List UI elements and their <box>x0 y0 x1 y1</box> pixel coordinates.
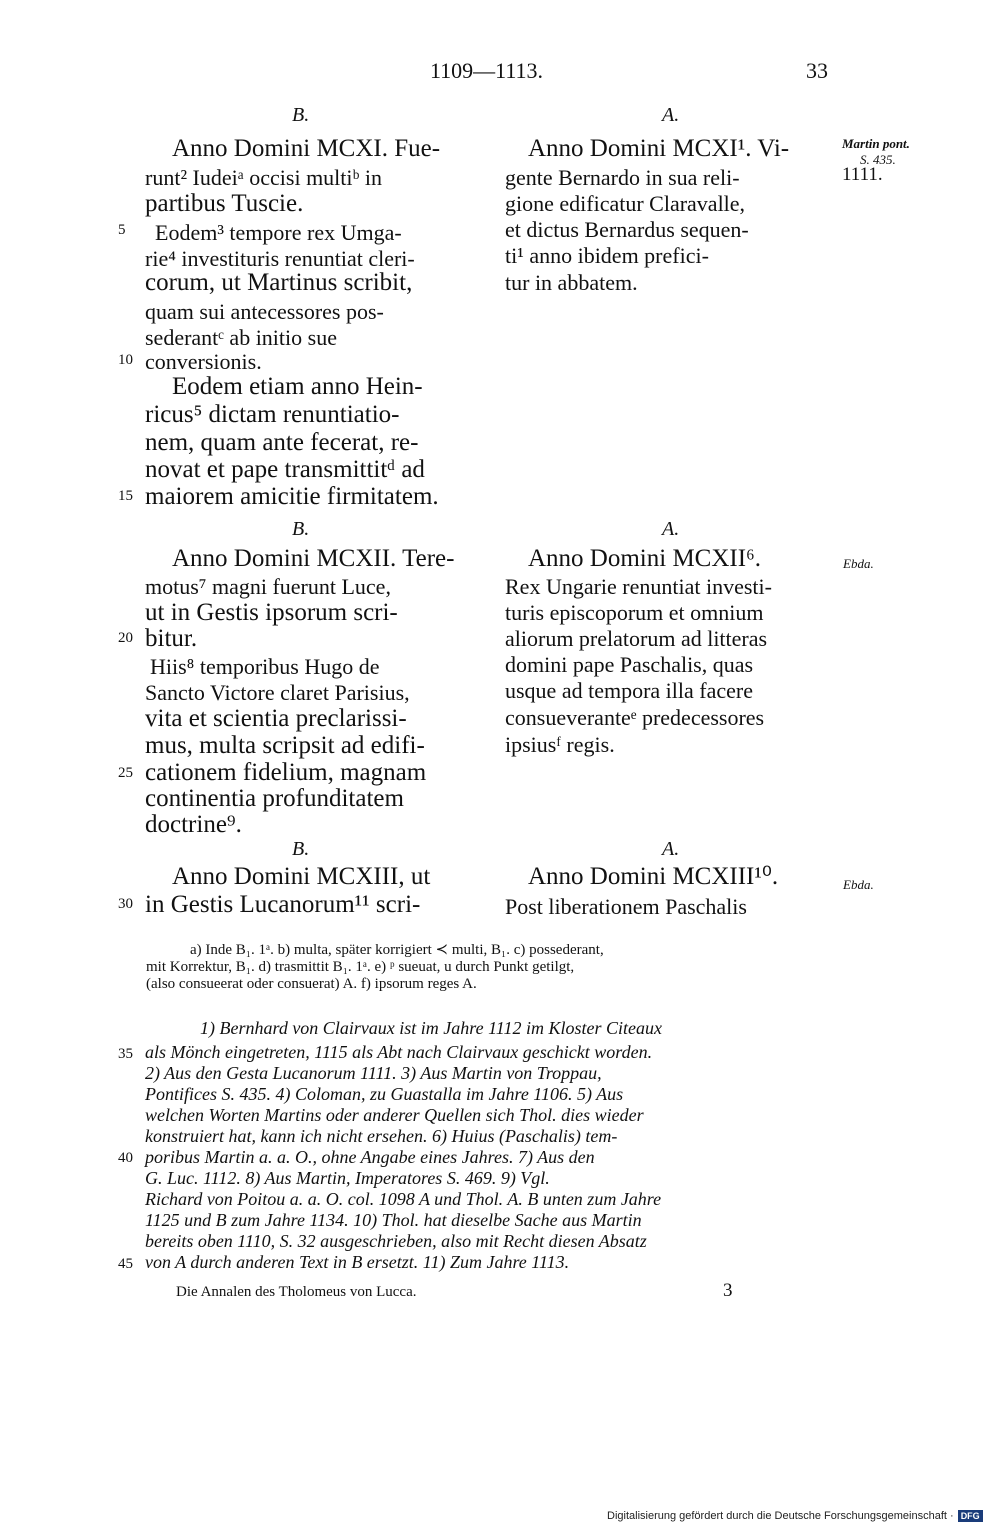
footnote-line: 2) Aus den Gesta Lucanorum 1111. 3) Aus Martin von Troppau, <box>145 1063 602 1083</box>
text-line: gione edificatur Claravalle, <box>505 191 746 216</box>
text-line: motus⁷ magni fuerunt Luce, <box>145 574 391 599</box>
footnote-line: poribus Martin a. a. O., ohne Angabe eines Jahres. 7) Aus den <box>145 1147 595 1167</box>
line-number: 45 <box>118 1256 133 1272</box>
text-line: ti¹ anno ibidem prefici- <box>505 243 709 268</box>
column-b-label: B. <box>292 838 310 860</box>
text-line: gente Bernardo in sua reli- <box>505 165 740 190</box>
text-line: Sancto Victore claret Parisius, <box>145 680 410 705</box>
text-line: ut in Gestis ipsorum scri- <box>145 599 398 626</box>
text-line: Anno Domini MCXI¹. Vi- <box>528 135 790 162</box>
line-number: 15 <box>118 488 133 504</box>
line-number: 5 <box>118 222 126 238</box>
text-line: mus, multa scripsit ad edifi- <box>145 732 425 759</box>
text-line: continentia profunditatem <box>145 785 404 812</box>
page-range: 1109—1113. <box>430 58 544 83</box>
text-line: turis episcoporum et omnium <box>505 600 764 625</box>
text-line: Anno Domini MCXIII, ut <box>172 863 431 890</box>
line-number: 10 <box>118 352 133 368</box>
margin-note-source: Martin pont. <box>842 136 910 151</box>
text-line: Eodem etiam anno Hein- <box>172 373 423 400</box>
footnote-line: bereits oben 1110, S. 32 ausgeschrieben, also mit Recht diesen Absatz <box>145 1231 647 1251</box>
text-line: in Gestis Lucanorum¹¹ scri- <box>145 891 421 918</box>
footnote-line: G. Luc. 1112. 8) Aus Martin, Imperatores S. 469. 9) Vgl. <box>145 1168 550 1188</box>
variant-line: mit Korrektur, B₁. d) trasmittit B₁. 1ᵃ. e) ᵖ sueuat, u durch Punkt getilgt, <box>146 959 575 975</box>
line-number: 40 <box>118 1150 133 1166</box>
text-line: Anno Domini MCXII⁶. <box>528 545 762 572</box>
footnote-line: Pontifices S. 435. 4) Coloman, zu Guastalla im Jahre 1106. 5) Aus <box>145 1084 624 1104</box>
column-a-label: A. <box>662 518 680 540</box>
column-b-label: B. <box>292 518 310 540</box>
text-line: Hiis⁸ temporibus Hugo de <box>150 654 380 679</box>
text-line: Eodem³ tempore rex Umga- <box>155 220 402 245</box>
text-line: partibus Tuscie. <box>145 190 304 217</box>
variant-line: a) Inde B₁. 1ᵃ. b) multa, später korrigiert ≺ multi, B₁. c) possederant, <box>190 942 604 958</box>
footnote-line: welchen Worten Martins oder anderer Quellen sich Thol. dies wieder <box>145 1105 644 1125</box>
text-line: bitur. <box>145 625 198 652</box>
text-line: doctrine⁹. <box>145 811 242 838</box>
book-title-footer: Die Annalen des Tholomeus von Lucca. <box>176 1284 417 1300</box>
text-line: conversionis. <box>145 349 262 374</box>
margin-note-year: 1111. <box>842 164 883 185</box>
column-a-label: A. <box>662 104 680 126</box>
footnote-line: von A durch anderen Text in B ersetzt. 11) Zum Jahre 1113. <box>145 1252 570 1272</box>
signature-mark: 3 <box>723 1280 733 1301</box>
text-line: et dictus Bernardus sequen- <box>505 217 749 242</box>
text-line: Rex Ungarie renuntiat investi- <box>505 574 772 599</box>
text-line: rie⁴ investituris renuntiat cleri- <box>145 246 415 271</box>
text-line: corum, ut Martinus scribit, <box>145 269 413 296</box>
text-line: ricus⁵ dictam renuntiatio- <box>145 401 400 428</box>
footnote-line: konstruiert hat, kann ich nicht ersehen. 6) Huius (Paschalis) tem- <box>145 1126 618 1146</box>
text-line: quam sui antecessores pos- <box>145 299 384 324</box>
variant-line: (also consueerat oder consuerat) A. f) ipsorum reges A. <box>146 976 477 992</box>
footnote-line: Richard von Poitou a. a. O. col. 1098 A und Thol. A. B unten zum Jahre <box>145 1189 662 1209</box>
line-number: 30 <box>118 896 133 912</box>
text-line: Anno Domini MCXI. Fue- <box>172 135 441 162</box>
text-line: maiorem amicitie firmitatem. <box>145 483 439 510</box>
text-line: Anno Domini MCXII. Tere- <box>172 545 455 572</box>
text-line: Post liberationem Paschalis <box>505 894 747 919</box>
dfg-credit <box>607 1510 983 1522</box>
text-line: ipsiusᶠ regis. <box>505 732 615 757</box>
text-line: novat et pape transmittitᵈ ad <box>145 456 425 483</box>
text-line: aliorum prelatorum ad litteras <box>505 626 768 651</box>
margin-note-ebda: Ebda. <box>843 556 874 571</box>
text-line: domini pape Paschalis, quas <box>505 652 754 677</box>
text-line: runt² Iudeiᵃ occisi multiᵇ in <box>145 165 382 190</box>
dfg-logo-icon: DFG <box>958 1510 983 1522</box>
column-b-label: B. <box>292 104 310 126</box>
text-line: consueveranteᵉ predecessores <box>505 705 765 730</box>
margin-note-ebda: Ebda. <box>843 877 874 892</box>
margin-note-page: S. 435. <box>860 152 896 167</box>
text-line: tur in abbatem. <box>505 270 638 295</box>
footnote-line: als Mönch eingetreten, 1115 als Abt nach Clairvaux geschickt worden. <box>145 1042 653 1062</box>
dfg-credit-text: Digitalisierung gefördert durch die Deutsche Forschungsgemeinschaft · <box>607 1510 954 1522</box>
text-line: Anno Domini MCXIII¹⁰. <box>528 863 779 890</box>
text-line: vita et scientia preclarissi- <box>145 705 407 732</box>
text-line: nem, quam ante fecerat, re- <box>145 429 419 456</box>
text-line: usque ad tempora illa facere <box>505 678 753 703</box>
line-number: 35 <box>118 1046 133 1062</box>
footnote-line: 1125 und B zum Jahre 1134. 10) Thol. hat dieselbe Sache aus Martin <box>145 1210 642 1230</box>
page-number: 33 <box>806 58 828 83</box>
text-line: sederantᶜ ab initio sue <box>145 325 337 350</box>
line-number: 20 <box>118 630 133 646</box>
text-line: cationem fidelium, magnam <box>145 759 427 786</box>
column-a-label: A. <box>662 838 680 860</box>
line-number: 25 <box>118 765 133 781</box>
footnote-line: 1) Bernhard von Clairvaux ist im Jahre 1112 im Kloster Citeaux <box>200 1018 662 1038</box>
